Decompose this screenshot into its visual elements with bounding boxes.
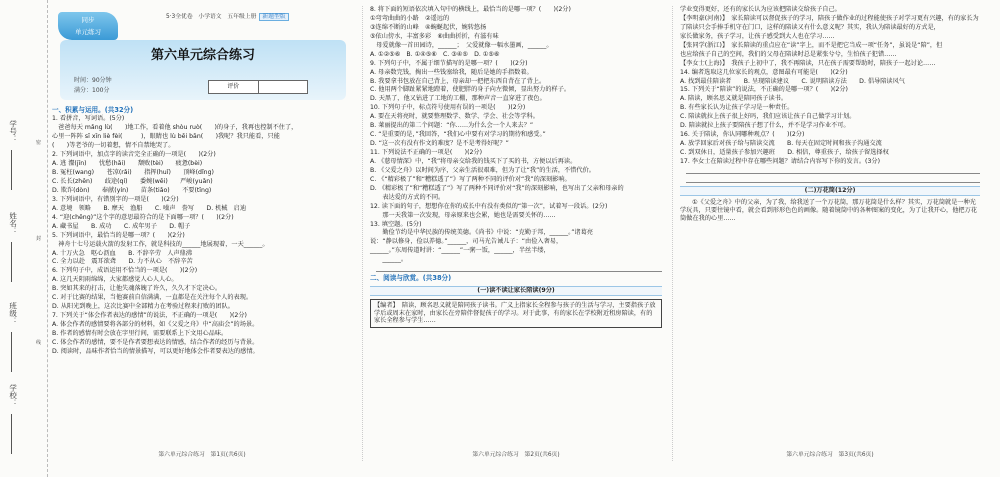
question-line: 家长做家务，孩子学习，让孩子感受到大人也在学习……	[680, 32, 835, 40]
reading-title: (一)读不读让家长陪读(9分)	[370, 286, 662, 296]
question-line: 【李明豪(河南)】 家长陪读可以督促孩子的学习，陪孩子做作业的过程能使孩子对学习更有兴趣，有的家长为	[680, 14, 979, 22]
question-line: 7. 下列关于“体会作者表达的感情”的说法，不正确的一项是( )(2分)	[52, 312, 247, 320]
reading-intro: 【编者】 陪读，顾名思义就是陪同孩子读书。广义上指家长全程参与孩子的生活与学习，主要指孩子放学后或周末在家时，由家长在旁陪伴督促孩子的学习。对于此事，有的家长在学校附近租房陪读，有的家长全程参与学生……	[370, 299, 662, 329]
question-line: A. 意境 领略 B. 摩天 渔船 C. 噪声 誊写 D. 机械 启迪	[52, 204, 247, 212]
question-line: 勤俭节约是中华民族的传统美德。《尚书》中说：“克勤于邦，______。”诸葛亮	[370, 229, 593, 237]
binding-margin	[0, 0, 48, 477]
page-footer: 第六单元综合练习 第3页(共6页)	[786, 452, 874, 458]
page-3	[680, 6, 980, 223]
score-box[interactable]	[208, 80, 308, 94]
title-banner	[60, 40, 346, 100]
page-title: 第六单元综合练习	[150, 48, 255, 63]
question-line: A. 《慈母情深》中，“我”将母亲交给我的钱买下了买的书，方便以后再读。	[370, 157, 577, 165]
page-footer: 第六单元综合练习 第1页(共6页)	[158, 452, 246, 458]
question-list	[680, 6, 980, 166]
page-footer: 第六单元综合练习 第2页(共6页)	[472, 452, 560, 458]
question-line: A. 放学回家后对孩子给与陪读交流 B. 每天在固定时间和孩子沟通交流	[680, 140, 882, 148]
question-line: 了陪读只会手捧手机守在门口，这样的陪读又有什么意义呢？其实，我认为陪读最好的方式是，	[680, 23, 940, 31]
question-line: A. 陪读，顾名思义就是陪同孩子读书。	[680, 95, 788, 103]
question-line: B. 《父爱之舟》以时间为序，父亲生活很艰难，但为了让“我”的生活，不惜代价。	[370, 166, 595, 174]
question-line: ______。”东周传道时讲：“______”一粥一饭，______，半丝半缕，	[370, 247, 550, 255]
question-line: A. 母亲数完钱，掏出一些钱塞给我，随后是她的手指数着。	[370, 68, 533, 76]
question-line: B. 冤枉(wang) 苍凉(rǎi) 指挥(huǐ) 顶峰(dǐng)	[52, 169, 214, 177]
student-no-label: 学号：	[8, 120, 18, 143]
question-line: A. 藏书屋 B. 成功 C. 成年男子 D. 帽子	[52, 222, 191, 230]
name-label: 姓名：	[8, 212, 18, 235]
question-line: 1. 看拼音，写词语。(5分)	[52, 115, 125, 123]
question-list	[52, 115, 352, 355]
question-line: 10. 下列句子中，标点符号使用有误的一项是( )(2分)	[370, 104, 526, 112]
section-heading: 一、积累与运用。(共32分)	[52, 106, 134, 114]
question-line: 心里一阵阵 sī xīn liè fèi( )，眼睛也 lù bēi bān( )我呢？我只能看，只能	[52, 133, 280, 141]
question-line: D. 天黑了，他又钻进了工地的工棚，那种声音一直穿进了夜色。	[370, 95, 546, 103]
question-line: 9. 下列句子中，不属于细节描写的是哪一项？( )(2分)	[370, 59, 528, 67]
answer-line[interactable]	[686, 176, 980, 183]
question-line: ③连绵不断的山峰 ④蜿蜒起伏，婉转悠扬	[370, 23, 487, 31]
question-line: 3. 下列词语中，有错别字的一项是( )(2分)	[52, 195, 179, 203]
question-line: A. 这几天阴雨绵绵，大家都感觉人心人人心。	[52, 276, 178, 284]
page-1	[52, 6, 352, 357]
brand-line	[166, 14, 289, 21]
exam-meta	[74, 76, 112, 96]
question-line: 表达爱的方式的不同。	[370, 193, 445, 201]
question-line: 5. 下列词语中，最恰当的是哪一项？( )(2分)	[52, 231, 185, 239]
page-header	[52, 6, 352, 104]
badge-line-1: 同步	[81, 16, 95, 24]
question-line: A. 逃 瀣(jīn) 忧愁(hǎi) 颓败(tèi) 疲惫(bèi)	[52, 160, 203, 168]
question-line: C. 陪读就拉上孩子很上好吗，我们应该让孩子自己做学习计划。	[680, 113, 856, 121]
question-line: 学业变得更好，还有的家长认为应该把陪读交给孩子自己。	[680, 6, 841, 13]
time-limit: 时间：90分钟	[74, 77, 112, 84]
question-line: C. 全力以赴 震耳欲聋 D. 力不从心 不辞辛苦	[52, 258, 193, 266]
question-line: 16. 关于陪读，你认同哪种观点？( )(2分)	[680, 131, 805, 139]
question-line: C. “是重要的是，”我回答，“我们心中要有对学习的期待和感受。”	[370, 131, 546, 139]
question-line: B. 有些家长认为让孩子学习是一种责任。	[680, 104, 794, 112]
reading-title: (二)万花筒(12分)	[680, 186, 980, 196]
class-line[interactable]	[11, 332, 12, 372]
question-line: D. 陪读就拉上孩子要陪孩子想了什么，并不是学习作业不可。	[680, 122, 850, 130]
question-line: A. ①②⑤⑥ B. ①④⑤⑥ C. ③④⑤ D. ①⑤⑥	[370, 50, 500, 58]
page-2	[370, 6, 662, 330]
question-line: ______。	[370, 256, 408, 264]
full-score: 满分：100分	[74, 87, 110, 94]
name-line[interactable]	[11, 242, 12, 282]
question-line: C. 他用两个脚趾紧紧地蹬着，使肥胖的身子向左微倾，显出努力的样子。	[370, 86, 571, 94]
question-line: 神舟十七号运载火箭的发射工作，就是科技的______地展现着，一天______。	[52, 240, 269, 248]
badge-line-2: 单元练习	[75, 28, 101, 36]
question-line: C. 长长(zhěn) 歧途(qí) 委婉(wēi) 严峻(yuǎn)	[52, 178, 213, 185]
question-line: B. 我要拿书包放在自己背上，母亲却一把把东西自背在了背上。	[370, 77, 546, 85]
question-line: B. 作者的感情有时会放在字里行间，需要联系上下文用心品味。	[52, 329, 228, 337]
question-line: 【张同学(浙江)】 家长陪读的重点应在“读”字上，而不是把它当成一项“任务”，虽说是“陪”，但	[680, 41, 943, 49]
question-line: 15. 下列关于“陪读”的说法，不正确的是哪一项？( )(2分)	[680, 86, 848, 94]
question-line: C. 对于比赛的结果，当他赛前自信满满，一直都是在关注每个人的表现。	[52, 294, 253, 302]
question-line: B. 突如其来的打击，让他失魂落魄了许久，久久才下定决心。	[52, 285, 222, 293]
question-line: 那一天我第一次发现，母亲原来也会累，她也是需要关怀的……	[370, 211, 556, 219]
question-line: 2. 下列词语中，加点字的读音完全正确的一项是( )(2分)	[52, 151, 216, 159]
question-line: B. 莱丽提出的第二个问题：“你……为什么会一个人来去？”	[370, 122, 534, 130]
question-line: 说：“静以修身，俭以养德。”______，司马光告诫儿子：“由俭入奢易，	[370, 238, 563, 246]
question-line: ⑤依山傍水，丰富多彩 ⑥曲曲折折，有滋有味	[370, 32, 499, 40]
question-line: C. 体会作者的感情，要不是作者要想表达的情感，结合作者的经历与背景。	[52, 338, 259, 346]
question-line: 12. 读下面的句子，想想你在你的成长中有没有类似的“第一次”，试着写一段话。(2分)	[370, 202, 608, 210]
question-line: 母爱就像一首田园诗，______； 父爱就像一幅水墨画，______。	[370, 41, 553, 49]
seal-mark: 密	[36, 140, 42, 146]
question-line: 8. 将下面的短语依次填入句中的横线上，最恰当的是哪一项？( )(2分)	[370, 6, 571, 13]
question-line: A. 要在天将亮时，就要整理数学、数学、学会、社会等学科。	[370, 113, 539, 121]
score-blank[interactable]	[258, 81, 308, 93]
question-list	[370, 6, 662, 264]
question-line: A. 找到最佳陪读者 B. 呈现陪读建议 C. 说明陪读方法 D. 倡导陪读风气	[680, 77, 905, 85]
column-divider	[362, 6, 363, 461]
question-line: 4. “迎(chēng)”这个字的意思最符合的是下面哪一项？( )(2分)	[52, 213, 234, 221]
brand-text: 5·3全优卷 小学语文 五年级上册	[166, 14, 257, 20]
question-line: C. 到双休日，适量孩子参加兴趣班 D. 相信，尊重孩子，给孩子留选择权	[680, 149, 889, 156]
question-line: A. 十万火急 呕心沥血 B. 不辞辛劳 人声鼎沸	[52, 249, 192, 257]
question-line: D. “这一次有没有作文的难度？是不是考得好呢？”	[370, 140, 509, 148]
student-no-line[interactable]	[11, 150, 12, 190]
question-line: ( )等老爷的一切着想，情不自禁地哭了。	[52, 142, 175, 150]
section-heading: 二、阅读与欣赏。(共38分)	[370, 274, 452, 283]
question-line: 6. 下列句子中，成语运用不恰当的一项是( )(2分)	[52, 267, 198, 275]
question-line: D. 阅读时，品味作者恰当的情景描写，可以更好地体会作者要表达的感情。	[52, 347, 259, 355]
class-label: 班级：	[8, 302, 18, 325]
edition-tag: 新题型版	[259, 13, 288, 21]
question-line: 13. 填空题。(5分)	[370, 220, 422, 228]
question-line: 爸爸每天 mǎng lù( )地工作，看着他 shòu ruò( )的身子，我再也控制不住了，	[52, 124, 298, 132]
question-line: 14. 编者选取这几位家长的观点，意图最有可能是( )(2分)	[680, 68, 848, 76]
cut-mark: 封	[36, 236, 42, 242]
question-line: C. 《“精彩极了”和“糟糕透了”》写了两种不同的评价对“我”的深刻影响。	[370, 175, 571, 183]
question-line: D. 《精彩极了”和“糟糕透了”》写了两种不同评价对“我”的深刻影响，也写出了父亲和母亲的	[370, 184, 624, 192]
series-badge	[58, 12, 118, 40]
score-label: 评价	[227, 83, 240, 90]
question-line: ①弯弯曲曲的小路 ②遥远的	[370, 14, 450, 22]
school-line[interactable]	[11, 414, 12, 454]
question-line: 11. 下列说法不正确的一项是( )(2分)	[370, 149, 483, 156]
question-line: A. 体会作者的感情要将各部分的材料，如《父爱之舟》中“高庙会”的场景。	[52, 321, 259, 328]
reading-passage: ①《父爱之舟》中的父亲，为了我，给我送了一个万花筒，那万花筒是什么样？其实，万花筒就是一种光学玩具，只要往镜中看，就会看到形形色色的画像。随着镜筒中的各种图案的变化，为了让我开心，他把万花筒做在我的心里……	[680, 198, 977, 222]
question-line: D. 从阳光到晚上，这次比赛中全部精力在考验过程来打败的团队。	[52, 303, 234, 311]
answer-line[interactable]	[376, 265, 662, 272]
line-mark: 线	[36, 340, 42, 346]
question-line: 【李女士(上海)】 我孩子上初中了，我不再陪读，只在孩子需要帮助时，陪孩子一起讨论……	[680, 59, 936, 67]
question-line: 也应给孩子自己的空间，我们的父母在陪读时总是紧张兮兮，生怕孩子犯错……	[680, 50, 897, 58]
school-label: 学校：	[8, 384, 18, 407]
column-divider	[672, 6, 673, 461]
answer-line[interactable]	[686, 167, 980, 174]
question-line: D. 欺诈(dòn) 奉献(yín) 苗条(tiǎo) 不要(tīng)	[52, 186, 212, 194]
question-line: 17. 李女士在陪读过程中存在哪些问题？请结合内容写下你的发言。(3分)	[680, 157, 881, 165]
